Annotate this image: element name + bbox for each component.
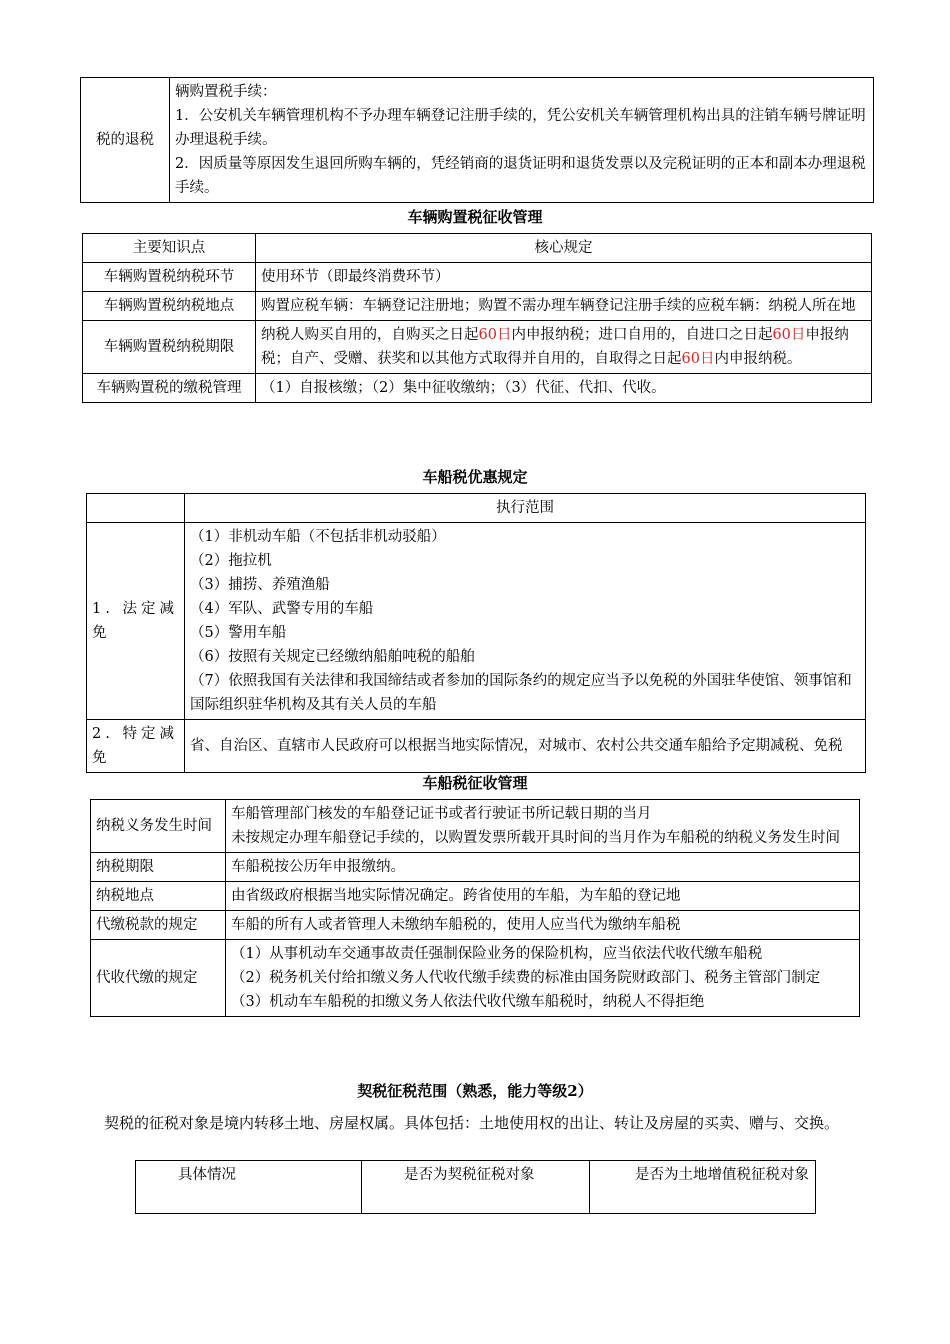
row-text: 由省级政府根据当地实际情况确定。跨省使用的车船，为车船的登记地: [226, 882, 860, 911]
row-line: （2）税务机关付给扣缴义务人代收代缴手续费的标准由国务院财政部门、税务主管部门制定: [231, 970, 821, 986]
vessel-preferential-table: [86, 493, 866, 773]
header-knowledge-point: 主要知识点: [83, 234, 256, 263]
refund-content: [170, 78, 874, 203]
list-item: （2）拖拉机: [190, 553, 272, 569]
purchase-tax-table: [82, 233, 872, 403]
list-item: （4）军队、武警专用的车船: [190, 601, 374, 617]
text-part: 纳税人购买自用的，自购买之日起: [261, 327, 479, 343]
deed-tax-intro: 契税的征税对象是境内转移土地、房屋权属。具体包括：土地使用权的出让、转让及房屋的买卖、赠与、交换。: [104, 1114, 840, 1132]
statutory-label: 1. 法定减免: [87, 523, 185, 720]
row-text: [226, 800, 860, 853]
deadline-days: 60日: [478, 327, 512, 343]
vessel-collection-heading: 车船税征收管理: [422, 774, 528, 792]
vessel-preferential-heading: 车船税优惠规定: [422, 468, 528, 486]
row-label: 车辆购置税纳税期限: [83, 321, 256, 374]
text-part: 内申报纳税；进口自用的，自进口之日起: [511, 327, 773, 343]
list-item: （6）按照有关规定已经缴纳船舶吨税的船舶: [190, 649, 475, 665]
header-situation: 具体情况: [136, 1161, 362, 1214]
list-item: （7）依照我国有关法律和我国缔结或者参加的国际条约的规定应当予以免税的外国驻华使馆、领事馆和国际组织驻华机构及其有关人员的车船: [190, 673, 852, 713]
row-label: 纳税义务发生时间: [91, 800, 226, 853]
deadline-days: 60日: [772, 327, 806, 343]
refund-table: [80, 77, 874, 203]
statutory-items: [185, 523, 866, 720]
header-deed-tax-object: 是否为契税征税对象: [362, 1161, 590, 1214]
row-text: 使用环节（即最终消费环节）: [256, 263, 872, 292]
purchase-tax-heading: 车辆购置税征收管理: [407, 208, 543, 226]
row-label: 纳税期限: [91, 853, 226, 882]
row-label: 代收代缴的规定: [91, 940, 226, 1017]
refund-line: 2．因质量等原因发生退回所购车辆的，凭经销商的退货证明和退货发票以及完税证明的正本和副本办理退税手续。: [175, 156, 866, 196]
header-blank: [87, 494, 185, 523]
row-line: 车船管理部门核发的车船登记证书或者行驶证书所记载日期的当月: [231, 806, 652, 822]
row-line: （3）机动车车船税的扣缴义务人依法代收代缴车船税时，纳税人不得拒绝: [231, 994, 705, 1010]
header-scope: 执行范围: [185, 494, 866, 523]
text-part: 申报纳税；自产、受赠、获奖和以其他方式取得并自用的，自取得之日起: [261, 327, 849, 367]
row-line: （1）从事机动车交通事故责任强制保险业务的保险机构，应当依法代收代缴车船税: [231, 946, 763, 962]
row-label: 车辆购置税的缴税管理: [83, 374, 256, 403]
list-item: （3）捕捞、养殖渔船: [190, 577, 330, 593]
row-label: 车辆购置税纳税地点: [83, 292, 256, 321]
row-text: 车船的所有人或者管理人未缴纳车船税的，使用人应当代为缴纳车船税: [226, 911, 860, 940]
list-item: （1）非机动车船（不包括非机动驳船）: [190, 529, 446, 545]
row-text: [226, 940, 860, 1017]
row-text: 购置应税车辆：车辆登记注册地；购置不需办理车辆登记注册手续的应税车辆：纳税人所在地: [256, 292, 872, 321]
vessel-collection-table: [90, 799, 860, 1017]
list-item: （5）警用车船: [190, 625, 287, 641]
row-label: 代缴税款的规定: [91, 911, 226, 940]
row-text: （1）自报核缴；（2）集中征收缴纳；（3）代征、代扣、代收。: [256, 374, 872, 403]
refund-label: 税的退税: [81, 78, 170, 203]
row-text: [256, 321, 872, 374]
refund-line: 辆购置税手续：: [175, 84, 277, 100]
row-text: 车船税按公历年申报缴纳。: [226, 853, 860, 882]
text-part: 内申报纳税。: [714, 351, 802, 367]
header-land-vat-object: 是否为土地增值税征税对象: [590, 1161, 816, 1214]
deadline-days: 60日: [681, 351, 715, 367]
row-line: 未按规定办理车船登记手续的，以购置发票所载开具时间的当月作为车船税的纳税义务发生时间: [231, 830, 840, 846]
row-label: 车辆购置税纳税环节: [83, 263, 256, 292]
header-core-rule: 核心规定: [256, 234, 872, 263]
deed-tax-table: [135, 1160, 816, 1214]
specific-text: 省、自治区、直辖市人民政府可以根据当地实际情况，对城市、农村公共交通车船给予定期减税、免税: [185, 720, 866, 773]
row-label: 纳税地点: [91, 882, 226, 911]
refund-line: 1．公安机关车辆管理机构不予办理车辆登记注册手续的，凭公安机关车辆管理机构出具的注销车辆号牌证明办理退税手续。: [175, 108, 866, 148]
deed-tax-heading: 契税征税范围（熟悉，能力等级2）: [357, 1082, 593, 1100]
specific-label: 2. 特定减免: [87, 720, 185, 773]
